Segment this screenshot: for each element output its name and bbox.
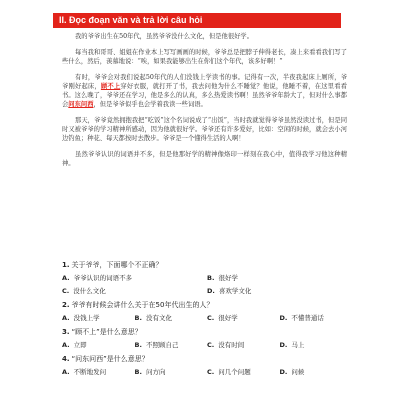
question-2-options <box>62 313 352 322</box>
question-3 <box>62 326 352 349</box>
option-b[interactable] <box>135 367 208 376</box>
option-a[interactable] <box>62 340 135 349</box>
option-text: 没有文化 <box>145 314 172 322</box>
option-letter: C. <box>207 367 215 376</box>
paragraph-1: 我的爷爷出生在50年代，虽然爷爷没什么文化，但是他很好学。 <box>75 33 254 40</box>
section-header: II. Đọc đoạn văn và trả lời câu hỏi <box>53 13 341 28</box>
option-text: 爷爷认识的词语不多 <box>73 274 133 282</box>
reading-passage <box>62 32 347 175</box>
question-list <box>62 259 352 380</box>
option-text: 没什么文化 <box>73 287 106 295</box>
question-4-options <box>62 367 352 376</box>
option-a[interactable] <box>62 273 207 282</box>
option-text: 没钱上学 <box>73 314 100 322</box>
option-letter: B. <box>134 313 142 322</box>
question-text: “顾不上”是什么意思？ <box>71 328 142 336</box>
option-b[interactable] <box>135 340 208 349</box>
option-letter: C. <box>62 286 70 295</box>
question-1-options <box>62 273 352 295</box>
highlight-phrase-1: 顾不上 <box>100 82 121 90</box>
option-letter: B. <box>207 273 215 282</box>
option-d[interactable] <box>207 286 352 295</box>
question-2 <box>62 299 352 322</box>
option-d[interactable] <box>280 340 353 349</box>
option-text: 不照顾自己 <box>145 341 179 349</box>
option-c[interactable] <box>62 286 207 295</box>
question-number: 4. <box>62 355 70 363</box>
question-2-prompt <box>62 299 352 311</box>
option-letter: D. <box>207 286 215 295</box>
paragraph-3-text-c: ，但是爷爷似乎也会学着我读一些词语。 <box>93 101 207 109</box>
option-letter: C. <box>207 313 215 322</box>
question-3-options <box>62 340 352 349</box>
highlight-phrase-2: 问东问西 <box>68 101 94 109</box>
question-text: “问东问西”是什么意思？ <box>71 355 149 363</box>
option-text: 立即 <box>73 341 87 349</box>
option-c[interactable] <box>207 340 280 349</box>
paragraph-5: 虽然爷爷认识的词语并不多，但是他那好学的精神像烙印一样刻在我心中，值得我学习他这种精神。 <box>62 151 347 168</box>
question-number: 1. <box>62 261 70 269</box>
option-text: 很好学 <box>218 314 238 322</box>
option-letter: A. <box>62 367 70 376</box>
option-text: 不断地发问 <box>73 368 107 376</box>
option-b[interactable] <box>207 273 352 282</box>
option-text: 没有时间 <box>218 341 245 349</box>
option-b[interactable] <box>135 313 208 322</box>
option-text: 马上 <box>291 341 305 349</box>
option-text: 问方向 <box>145 368 166 376</box>
question-4-prompt <box>62 353 352 365</box>
option-letter: D. <box>279 367 288 376</box>
option-d[interactable] <box>280 313 353 322</box>
question-1-prompt <box>62 259 352 271</box>
option-letter: A. <box>62 313 70 322</box>
option-letter: A. <box>62 340 70 349</box>
option-letter: D. <box>279 313 288 322</box>
option-letter: A. <box>62 273 70 282</box>
question-1 <box>62 259 352 295</box>
paragraph-4: 那天，爷爷竟然拥抱我把“吃饭”这个名词说成了“出饭”，当时我就觉得爷爷虽然没读过书，但是同时又被爷爷的学习精神所感动，因为他就很好学。爷爷还有许多爱好，比如：空闲的时候，就会去小河边钓鱼；种花、每天都按时去散步。爷爷是一个懂得生活的人啊！ <box>62 116 347 143</box>
question-number: 3. <box>62 328 70 336</box>
option-a[interactable] <box>62 367 135 376</box>
option-letter: B. <box>134 340 142 349</box>
option-letter: D. <box>279 340 288 349</box>
option-text: 很好学 <box>218 274 238 282</box>
question-4 <box>62 353 352 376</box>
paragraph-2: 每当我和哥哥、姐姐在作业本上写写画画的时候，爷爷总是把脖子伸得老长，凑上来看看我们写了些什么，然后，羡慕地说：“唉，如果我能够出生在你们这个年代，该多好啊！” <box>62 48 347 65</box>
option-letter: B. <box>134 367 142 376</box>
option-text: 问候 <box>291 368 305 376</box>
option-d[interactable] <box>280 367 353 376</box>
option-c[interactable] <box>207 367 280 376</box>
question-number: 2. <box>62 301 70 309</box>
paragraph-3 <box>62 73 347 110</box>
option-text: 问几个问题 <box>218 368 251 376</box>
paragraph-3-text-b: 穿好衣服，就打开了书，我去问他为什么不睡觉？他说，他睡不着，在这里看看书。这么晚了，爷爷还在学习，他是多么的认真，多么热爱读书啊！虽然爷爷年龄大了，但对什么事都会 <box>62 82 348 109</box>
option-text: 不懂普通话 <box>291 314 324 322</box>
option-a[interactable] <box>62 313 135 322</box>
question-3-prompt <box>62 326 352 338</box>
option-letter: C. <box>207 340 215 349</box>
question-text: 爷爷有时候会讲什么关于在50年代出生的人？ <box>71 301 214 309</box>
option-c[interactable] <box>207 313 280 322</box>
question-text: 关于爷爷，下面哪个不正确？ <box>71 261 163 269</box>
option-text: 喜欢学文化 <box>218 287 252 295</box>
paragraph-3-text-a: 有时，爷爷会对我们说起50年代的人们没钱上学读书的事。记得有一次，半夜我起床上厕所，爷爷刚好起床， <box>62 73 347 90</box>
